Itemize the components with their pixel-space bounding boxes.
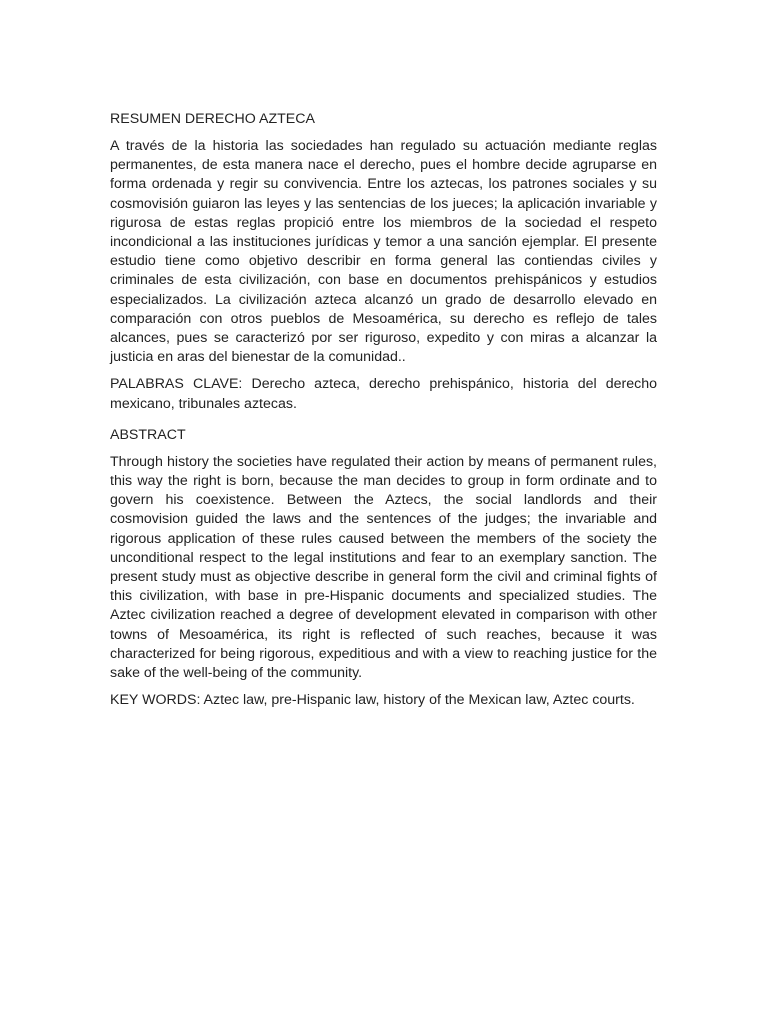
document-title: RESUMEN DERECHO AZTECA: [110, 111, 315, 127]
abstract-paragraph: Through history the societies have regulated their action by means of permanent rules, this way the right is born, because the man decides to group in form ordinate and to govern his coexistence. Between the Aztecs, the social landlords and their cosmovision guided the laws and the sentences of the judges; the invariable and rigorous application of these rules caused between the members of the society the unconditional respect to the legal institutions and fear to an exemplary sanction. The present study must as objective describe in general form the civil and criminal fights of this civilization, with base in pre-Hispanic documents and specialized studies. The Aztec civilization reached a degree of development elevated in comparison with other towns of Mesoamérica, its right is reflected of such reaches, because it was characterized for being rigorous, expeditious and with a view to reaching justice for the sake of the well-being of the community.: [110, 453, 657, 682]
key-words-paragraph: KEY WORDS: Aztec law, pre-Hispanic law, history of the Mexican law, Aztec courts.: [110, 692, 635, 709]
resumen-paragraph: A través de la historia las sociedades han regulado su actuación mediante reglas permanentes, de esta manera nace el derecho, pues el hombre decide agruparse en forma ordenada y regir su convivencia. Entre los aztecas, los patrones sociales y su cosmovisión guiaron las leyes y las sentencias de los jueces; la aplicación invariable y rigurosa de estas reglas propició entre los miembros de la sociedad el respeto incondicional a las instituciones jurídicas y temor a una sanción ejemplar. El presente estudio tiene como objetivo describir en forma general las contiendas civiles y criminales de esta civilización, con base en documentos prehispánicos y estudios especializados. La civilización azteca alcanzó un grado de desarrollo elevado en comparación con otros pueblos de Mesoamérica, su derecho es reflejo de tales alcances, pues se caracterizó por ser riguroso, expedito y con miras a alcanzar la justicia en aras del bienestar de la comunidad..: [110, 138, 657, 366]
document-page: [110, 110, 657, 722]
palabras-clave-paragraph: PALABRAS CLAVE: Derecho azteca, derecho prehispánico, historia del derecho mexicano, tribunales aztecas.: [110, 376, 657, 412]
abstract-heading: ABSTRACT: [110, 426, 186, 443]
